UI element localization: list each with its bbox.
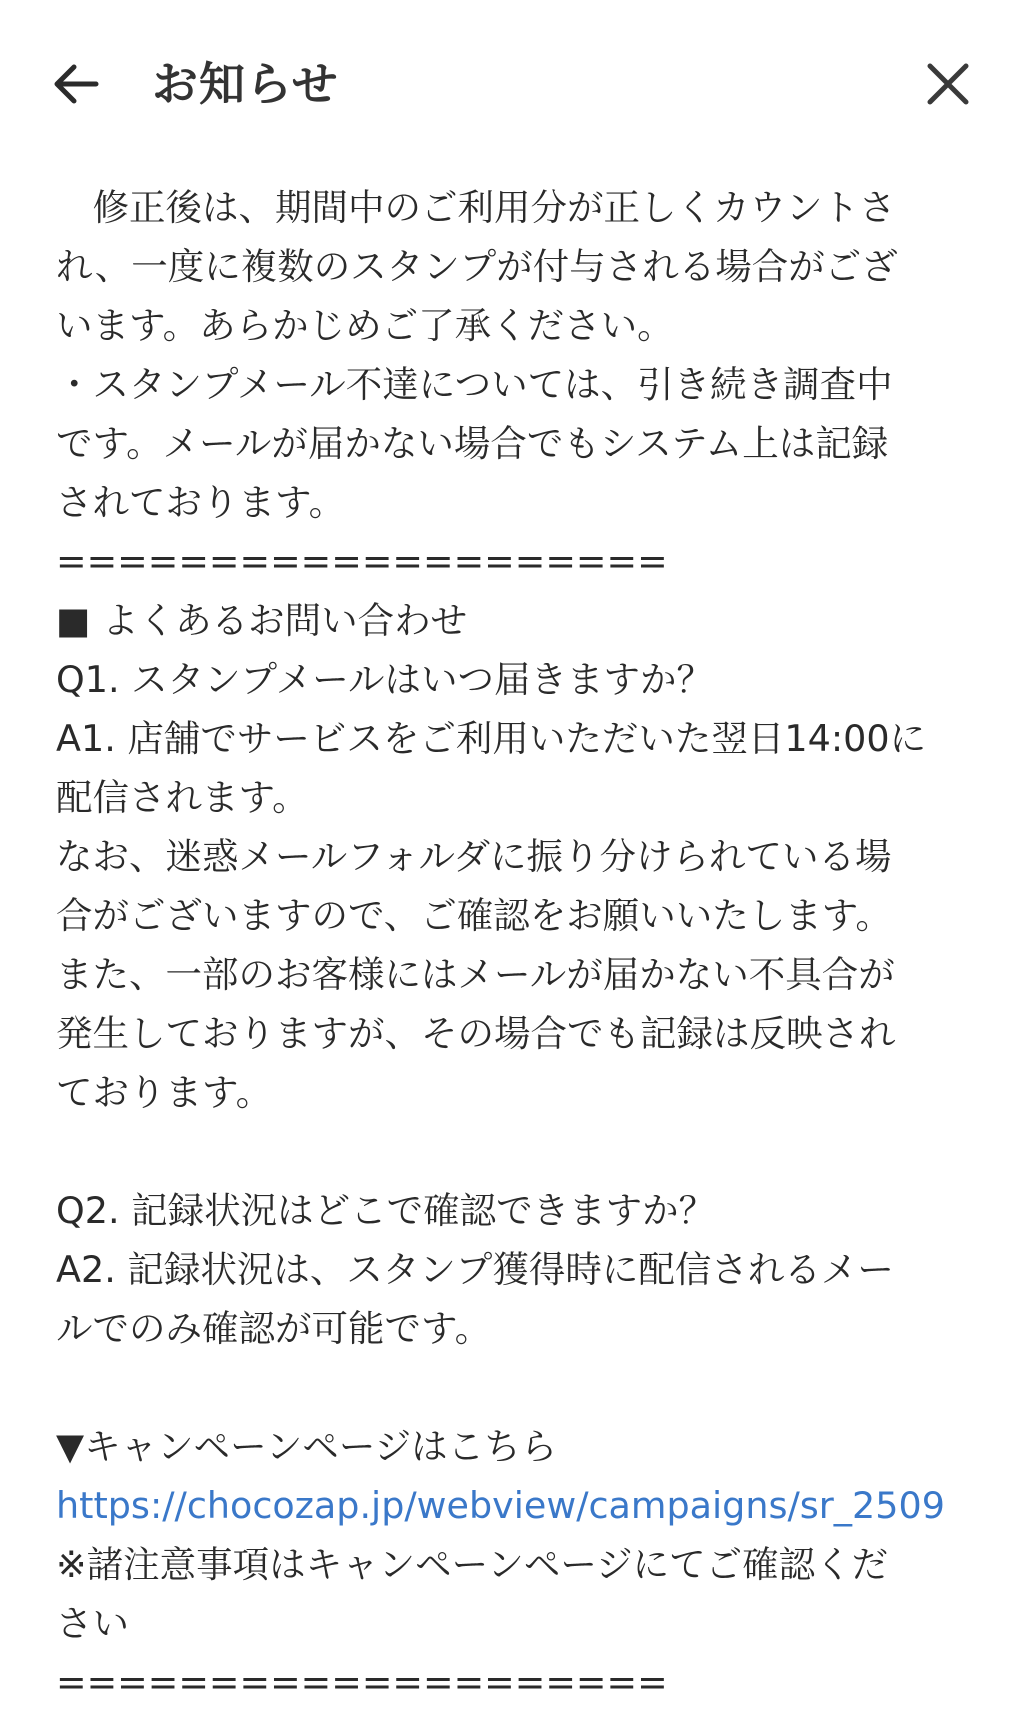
faq-answer: 配信されます。 [56, 776, 309, 819]
body-line: 発生しておりますが、その場合でも記録は反映され [56, 1012, 896, 1055]
body-line: です。メールが届かない場合でもシステム上は記録 [56, 422, 889, 465]
faq-answer: ルでのみ確認が可能です。 [56, 1307, 492, 1350]
campaign-heading: ▼キャンペーンページはこちら [56, 1425, 558, 1468]
divider-line: ==================== [56, 1661, 668, 1704]
blank-line [56, 1122, 986, 1181]
faq-question: Q1. スタンプメールはいつ届きますか？ [56, 658, 713, 701]
page-title: お知らせ [152, 57, 339, 111]
body-line: ております。 [56, 1071, 273, 1114]
blank-line [56, 1358, 986, 1417]
notice-body [56, 178, 986, 1712]
arrow-left-icon [50, 58, 102, 110]
faq-answer: A2. 記録状況は、スタンプ獲得時に配信されるメー [56, 1248, 894, 1291]
body-line: また、一部のお客様にはメールが届かない不具合が [56, 953, 895, 996]
header-bar [0, 0, 1024, 170]
body-line: れ、一度に複数のスタンプが付与される場合がござ [56, 245, 898, 288]
body-line: 合がございますので、ご確認をお願いいたします。 [56, 894, 892, 937]
body-line: います。あらかじめご了承ください。 [56, 304, 674, 347]
campaign-link[interactable]: https://chocozap.jp/webview/campaigns/sr_2509 [56, 1484, 945, 1527]
close-button[interactable] [924, 60, 972, 108]
faq-answer: A1. 店舗でサービスをご利用いただいた翌日14:00に [56, 717, 927, 760]
faq-question: Q2. 記録状況はどこで確認できますか？ [56, 1189, 716, 1232]
body-line: 修正後は、期間中のご利用分が正しくカウントさ [56, 186, 896, 229]
body-line: されております。 [56, 481, 346, 524]
back-button[interactable] [50, 58, 102, 110]
body-line: ・スタンプメール不達については、引き続き調査中 [56, 363, 893, 406]
close-icon [924, 60, 972, 108]
body-line: さい [56, 1602, 129, 1645]
body-line: なお、迷惑メールフォルダに振り分けられている場 [56, 835, 892, 878]
faq-heading: ■ よくあるお問い合わせ [56, 599, 468, 642]
body-line: ※諸注意事項はキャンペーンページにてご確認くだ [56, 1543, 889, 1586]
divider-line: ==================== [56, 540, 668, 583]
